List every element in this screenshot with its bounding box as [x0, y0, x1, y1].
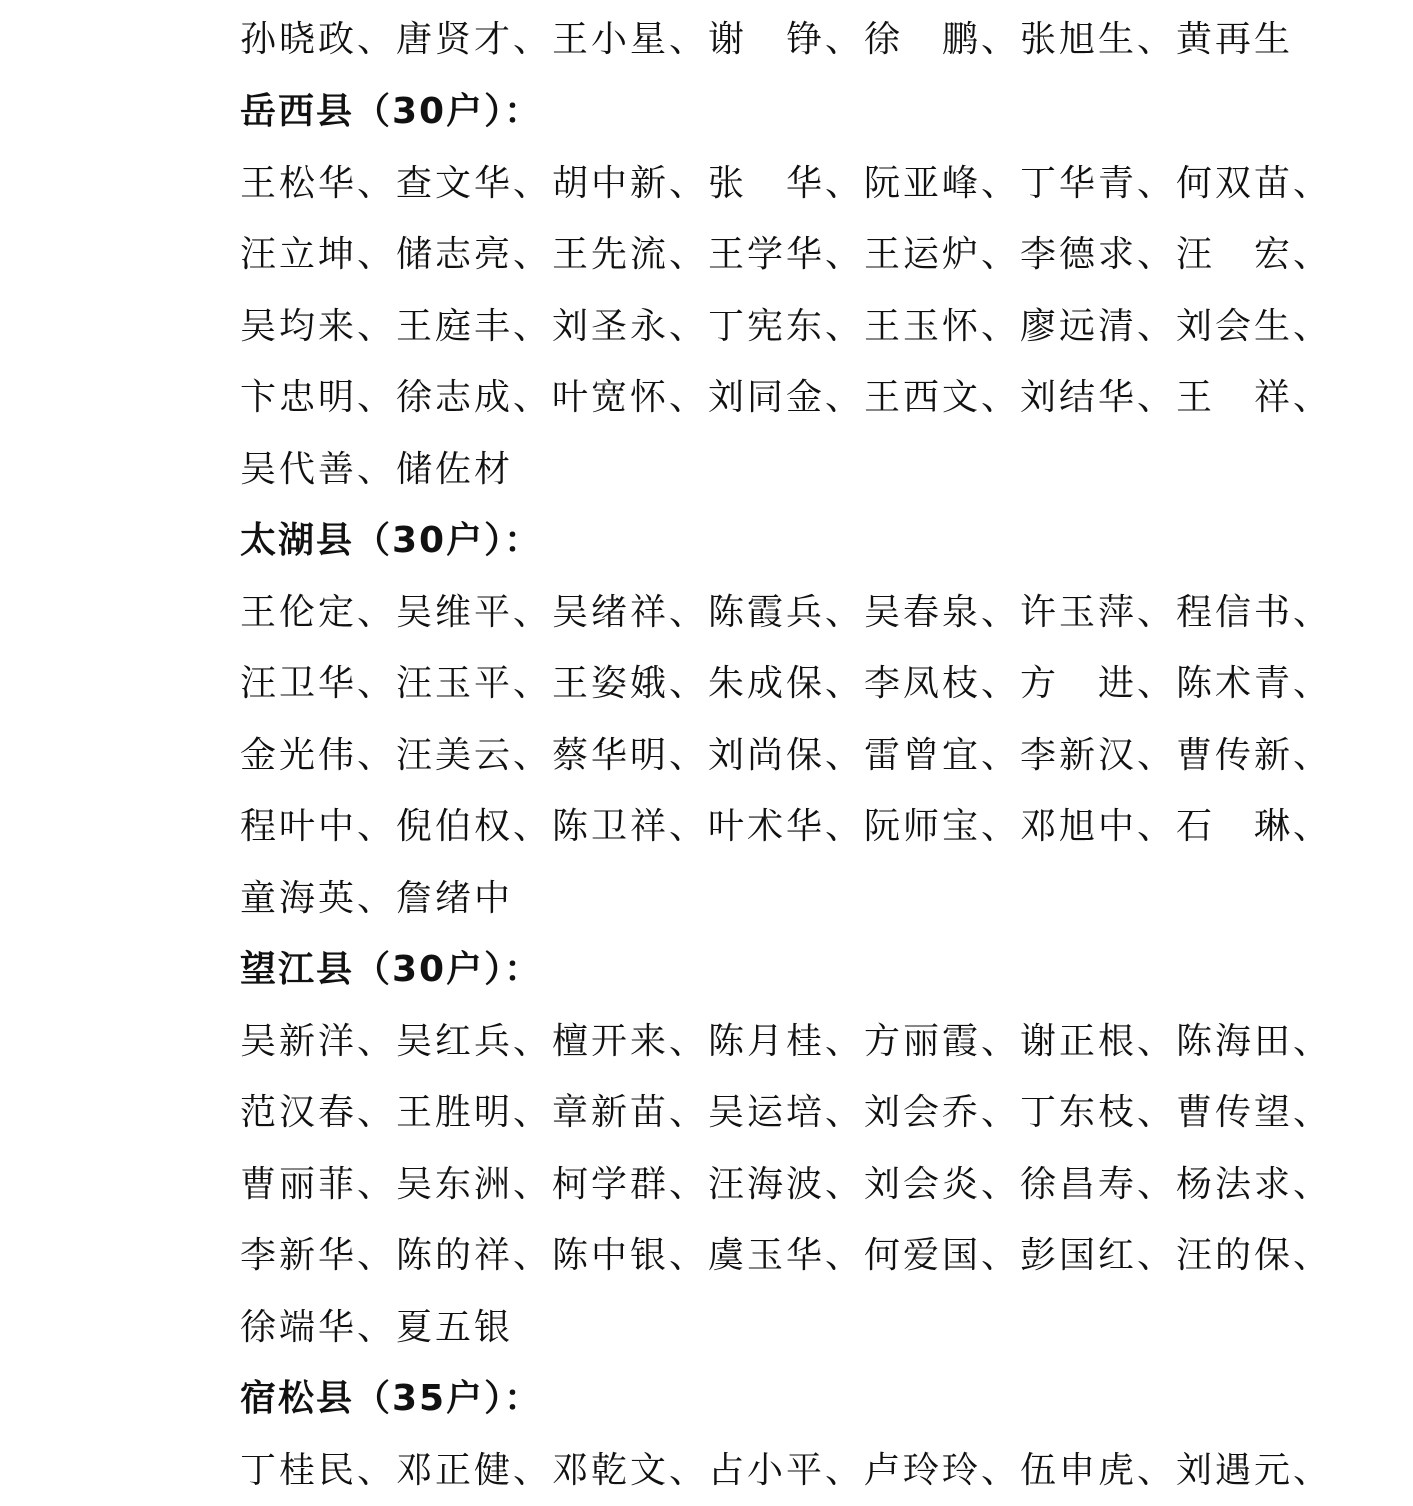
name-line: 孙晓政、唐贤才、王小星、谢 铮、徐 鹏、张旭生、黄再生 — [240, 0, 1260, 76]
county-heading-yuexi: 岳西县（30户）： — [240, 76, 1260, 148]
county-heading-susong: 宿松县（35户）： — [240, 1363, 1260, 1435]
name-line: 王松华、查文华、胡中新、张 华、阮亚峰、丁华青、何双苗、 — [240, 148, 1260, 220]
name-line: 汪卫华、汪玉平、王姿娥、朱成保、李凤枝、方 进、陈术青、 — [240, 648, 1260, 720]
county-heading-wangjiang: 望江县（30户）： — [240, 934, 1260, 1006]
name-line: 吴代善、储佐材 — [240, 434, 1260, 506]
name-line: 吴均来、王庭丰、刘圣永、丁宪东、王玉怀、廖远清、刘会生、 — [240, 291, 1260, 363]
name-line: 曹丽菲、吴东洲、柯学群、汪海波、刘会炎、徐昌寿、杨法求、 — [240, 1149, 1260, 1221]
name-line: 徐端华、夏五银 — [240, 1292, 1260, 1364]
name-line: 吴新洋、吴红兵、檀开来、陈月桂、方丽霞、谢正根、陈海田、 — [240, 1006, 1260, 1078]
name-line: 王伦定、吴维平、吴绪祥、陈霞兵、吴春泉、许玉萍、程信书、 — [240, 577, 1260, 649]
name-line: 程叶中、倪伯权、陈卫祥、叶术华、阮师宝、邓旭中、石 琳、 — [240, 791, 1260, 863]
name-line: 金光伟、汪美云、蔡华明、刘尚保、雷曾宜、李新汉、曹传新、 — [240, 720, 1260, 792]
name-line: 童海英、詹绪中 — [240, 863, 1260, 935]
county-heading-taihu: 太湖县（30户）： — [240, 505, 1260, 577]
document-page — [240, 0, 1260, 1506]
name-line: 范汉春、王胜明、章新苗、吴运培、刘会乔、丁东枝、曹传望、 — [240, 1077, 1260, 1149]
name-line: 李新华、陈的祥、陈中银、虞玉华、何爱国、彭国红、汪的保、 — [240, 1220, 1260, 1292]
name-line: 卞忠明、徐志成、叶宽怀、刘同金、王西文、刘结华、王 祥、 — [240, 362, 1260, 434]
name-line: 丁桂民、邓正健、邓乾文、占小平、卢玲玲、伍申虎、刘遇元、 — [240, 1435, 1260, 1506]
name-line: 汪立坤、储志亮、王先流、王学华、王运炉、李德求、汪 宏、 — [240, 219, 1260, 291]
